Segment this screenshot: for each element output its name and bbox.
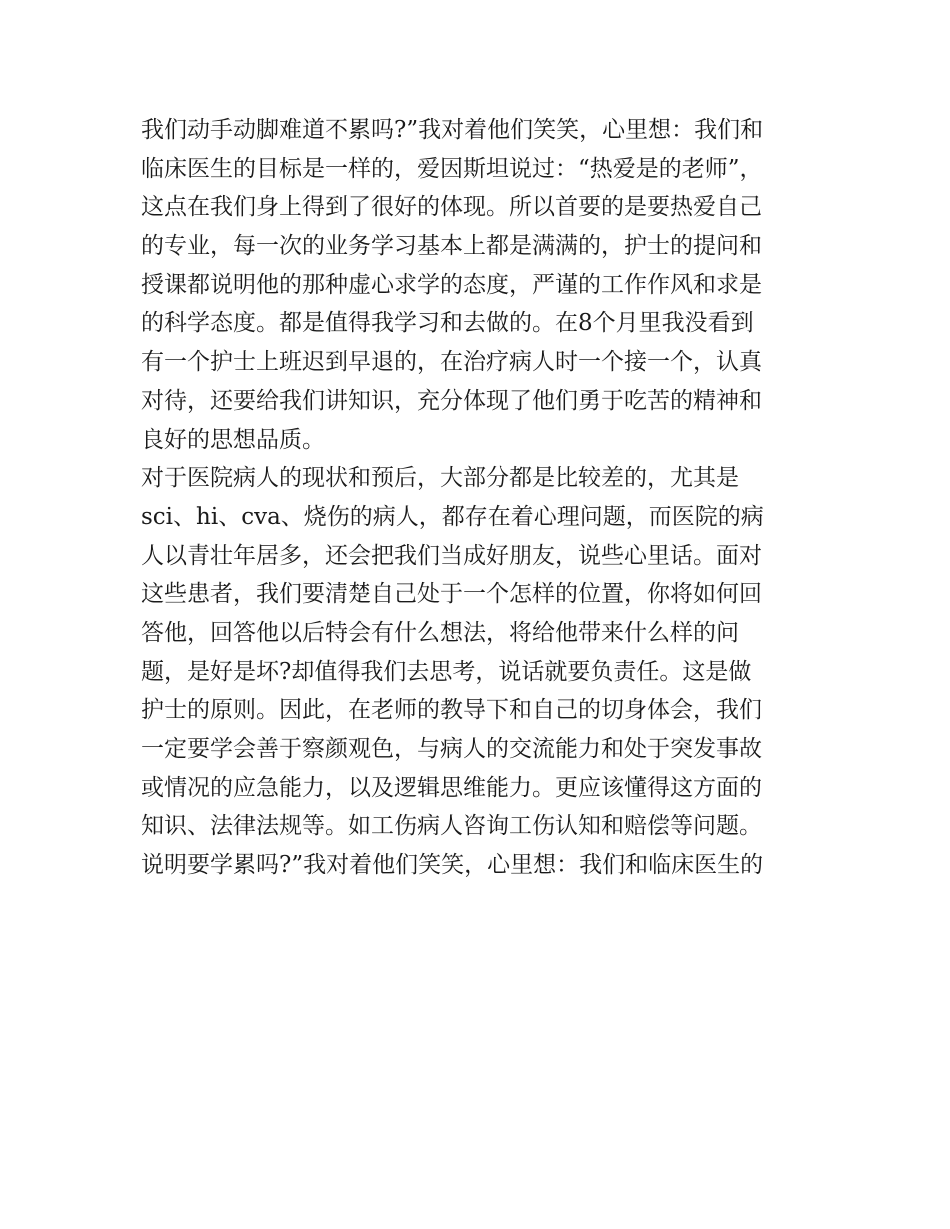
text-line: 有一个护士上班迟到早退的，在治疗病人时一个接一个，认真 — [141, 349, 762, 376]
text-line: 这些患者，我们要清楚自己处于一个怎样的位置，你将如何回 — [141, 581, 762, 608]
text-line: 一定要学会善于察颜观色，与病人的交流能力和处于突发事故 — [141, 736, 762, 762]
text-line: 对待，还要给我们讲知识，充分体现了他们勇于吃苦的精神和 — [141, 387, 762, 414]
text-line: 我们动手动脚难道不累吗?”我对着他们笑笑，心里想：我们和 — [141, 117, 764, 143]
text-line: 的专业，每一次的业务学习基本上都是满满的，护士的提问和 — [141, 233, 762, 260]
text-line: 护士的原则。因此，在老师的教导下和自己的切身体会，我们 — [141, 697, 762, 724]
text-line: 或情况的应急能力，以及逻辑思维能力。更应该懂得这方面的 — [141, 774, 762, 801]
text-line: 授课都说明他的那种虚心求学的态度，严谨的工作作风和求是 — [141, 271, 762, 298]
body-text — [141, 111, 821, 885]
text-line: 题，是好是坏?却值得我们去思考，说话就要负责任。这是做 — [141, 658, 752, 685]
text-line: 说明要学累吗?”我对着他们笑笑，心里想：我们和临床医生的 — [141, 852, 764, 879]
text-line: 的科学态度。都是值得我学习和去做的。在8个月里我没看到 — [141, 310, 754, 337]
text-line: 知识、法律法规等。如工伤病人咨询工伤认知和赔偿等问题。 — [141, 813, 762, 840]
text-line: sci、hi、cva、烧伤的病人，都存在着心理问题，而医院的病 — [141, 503, 764, 530]
text-line: 临床医生的目标是一样的，爱因斯坦说过：“热爱是的老师”， — [141, 155, 763, 182]
text-line: 答他，回答他以后特会有什么想法，将给他带来什么样的问 — [141, 619, 739, 646]
text-line: 良好的思想品质。 — [141, 426, 325, 453]
text-line: 对于医院病人的现状和预后，大部分都是比较差的，尤其是 — [141, 465, 739, 492]
text-line: 这点在我们身上得到了很好的体现。所以首要的是要热爱自己 — [141, 194, 762, 221]
text-line: 人以青壮年居多，还会把我们当成好朋友，说些心里话。面对 — [141, 542, 762, 569]
